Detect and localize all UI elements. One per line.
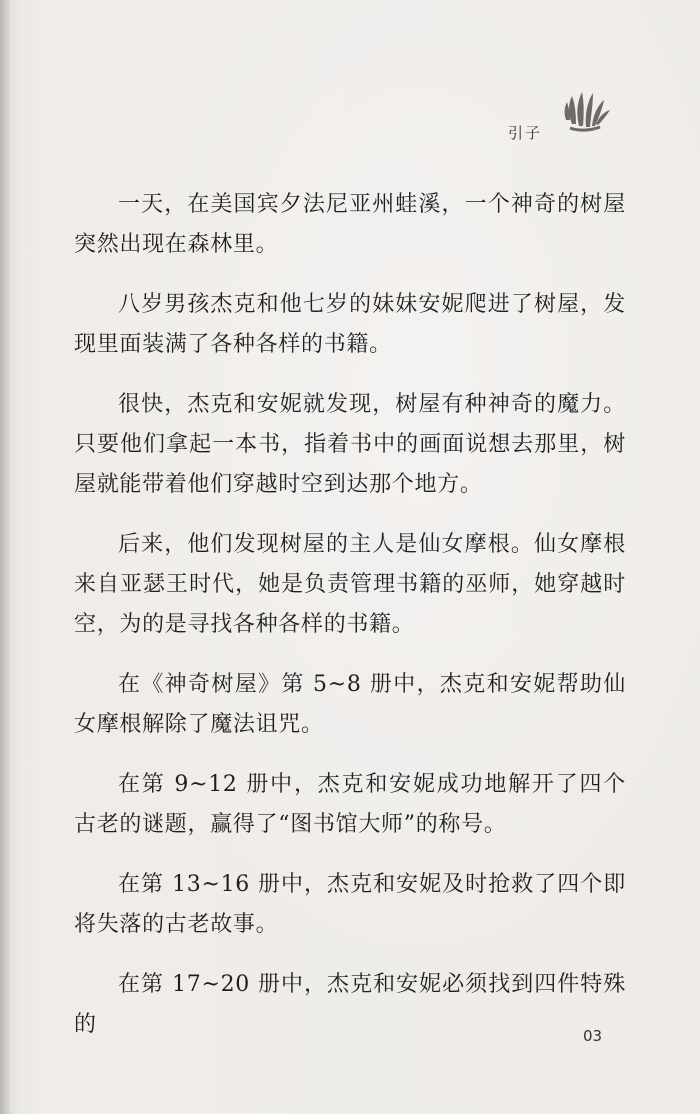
paragraph: 在《神奇树屋》第 5~8 册中，杰克和安妮帮助仙女摩根解除了魔法诅咒。 <box>74 672 626 737</box>
feather-emblem-icon <box>560 84 612 136</box>
paragraph: 八岁男孩杰克和他七岁的妹妹安妮爬进了树屋，发现里面装满了各种各样的书籍。 <box>74 292 626 357</box>
paragraph: 在第 9~12 册中，杰克和安妮成功地解开了四个古老的谜题，赢得了“图书馆大师”的称号。 <box>74 772 626 837</box>
body-text <box>74 185 626 1065</box>
running-head: 引子 <box>508 124 543 142</box>
page-header <box>500 80 640 160</box>
paragraph: 一天，在美国宾夕法尼亚州蛙溪，一个神奇的树屋突然出现在森林里。 <box>74 192 626 257</box>
paragraph: 在第 13~16 册中，杰克和安妮及时抢救了四个即将失落的古老故事。 <box>74 872 626 937</box>
page-number: 03 <box>583 1027 603 1045</box>
paragraph: 后来，他们发现树屋的主人是仙女摩根。仙女摩根来自亚瑟王时代，她是负责管理书籍的巫师，她穿越时空，为的是寻找各种各样的书籍。 <box>74 532 626 637</box>
page-gutter-edge <box>0 0 10 1114</box>
paragraph: 很快，杰克和安妮就发现，树屋有种神奇的魔力。只要他们拿起一本书，指着书中的画面说想去那里，树屋就能带着他们穿越时空到达那个地方。 <box>74 392 626 497</box>
paragraph: 在第 17~20 册中，杰克和安妮必须找到四件特殊的 <box>74 972 626 1037</box>
